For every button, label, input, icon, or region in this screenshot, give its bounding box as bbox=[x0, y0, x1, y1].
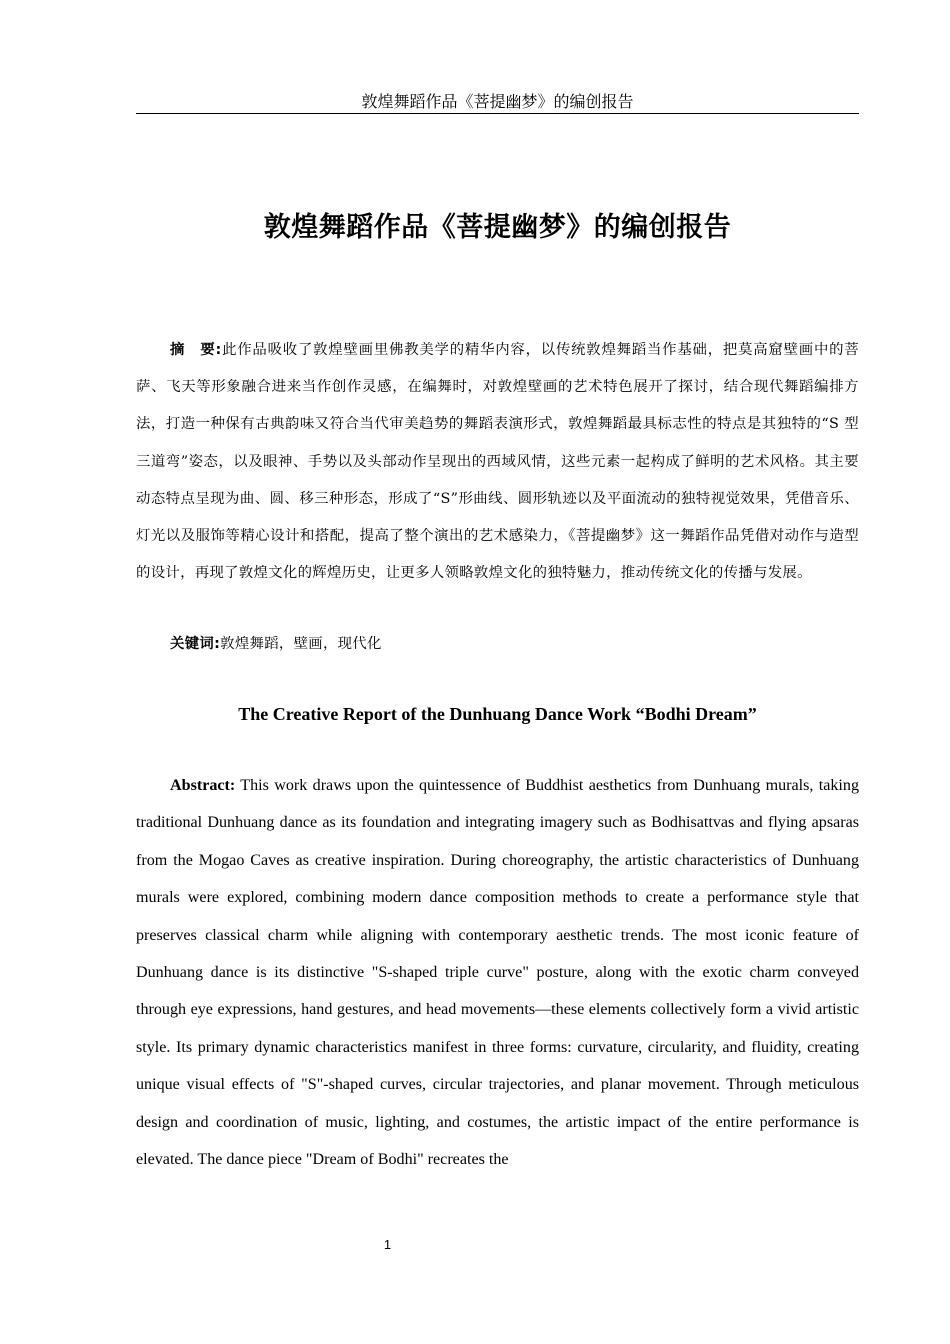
chinese-keywords-label: 关键词: bbox=[170, 636, 221, 652]
running-header: 敦煌舞蹈作品《菩提幽梦》的编创报告 bbox=[136, 91, 859, 114]
chinese-abstract-text: 此作品吸收了敦煌壁画里佛教美学的精华内容，以传统敦煌舞蹈当作基础，把莫高窟壁画中的菩萨、飞天等形象融合进来当作创作灵感，在编舞时，对敦煌壁画的艺术特色展开了探讨，结合现代舞蹈编排方法，打造一种保有古典韵味又符合当代审美趋势的舞蹈表演形式，敦煌舞蹈最具标志性的特点是其独特的“S 型三道弯”姿态，以及眼神、手势以及头部动作呈现出的西域风情，这些元素一起构成了鲜明的艺术风格。其主要动态特点呈现为曲、圆、移三种形态，形成了“S”形曲线、圆形轨迹以及平面流动的独特视觉效果，凭借音乐、灯光以及服饰等精心设计和搭配，提高了整个演出的艺术感染力，《菩提幽梦》这一舞蹈作品凭借对动作与造型的设计，再现了敦煌文化的辉煌历史，让更多人领略敦煌文化的独特魅力，推动传统文化的传播与发展。 bbox=[136, 342, 859, 582]
english-abstract-text: This work draws upon the quintessence of Buddhist aesthetics from Dunhuang murals, taking traditional Dunhuang dance as its foundation and integrating imagery such as Bodhisattvas and flying apsaras from the Mogao Caves as creative inspiration. During choreography, the artistic characteristics of Dunhuang murals were explored, combining modern dance composition methods to create a performance style that preserves classical charm while aligning with contemporary aesthetic trends. The most iconic feature of Dunhuang dance is its distinctive "S-shaped triple curve" posture, along with the exotic charm conveyed through eye expressions, hand gestures, and head movements—these elements collectively form a vivid artistic style. Its primary dynamic characteristics manifest in three forms: curvature, circularity, and fluidity, creating unique visual effects of "S"-shaped curves, circular trajectories, and planar movement. Through meticulous design and coordination of music, lighting, and costumes, the artistic impact of the entire performance is elevated. The dance piece "Dream of Bodhi" recreates the bbox=[136, 777, 859, 1169]
chinese-keywords-text: 敦煌舞蹈，壁画，现代化 bbox=[220, 636, 382, 652]
chinese-abstract bbox=[136, 332, 859, 592]
english-title: The Creative Report of the Dunhuang Dance Work “Bodhi Dream” bbox=[238, 704, 757, 724]
chinese-abstract-label: 摘 要: bbox=[170, 342, 222, 358]
english-abstract bbox=[136, 767, 859, 1178]
chinese-keywords bbox=[170, 626, 859, 663]
document-title: 敦煌舞蹈作品《菩提幽梦》的编创报告 bbox=[263, 212, 732, 243]
page-number: 1 bbox=[383, 1237, 392, 1252]
english-abstract-label: Abstract: bbox=[170, 777, 236, 794]
